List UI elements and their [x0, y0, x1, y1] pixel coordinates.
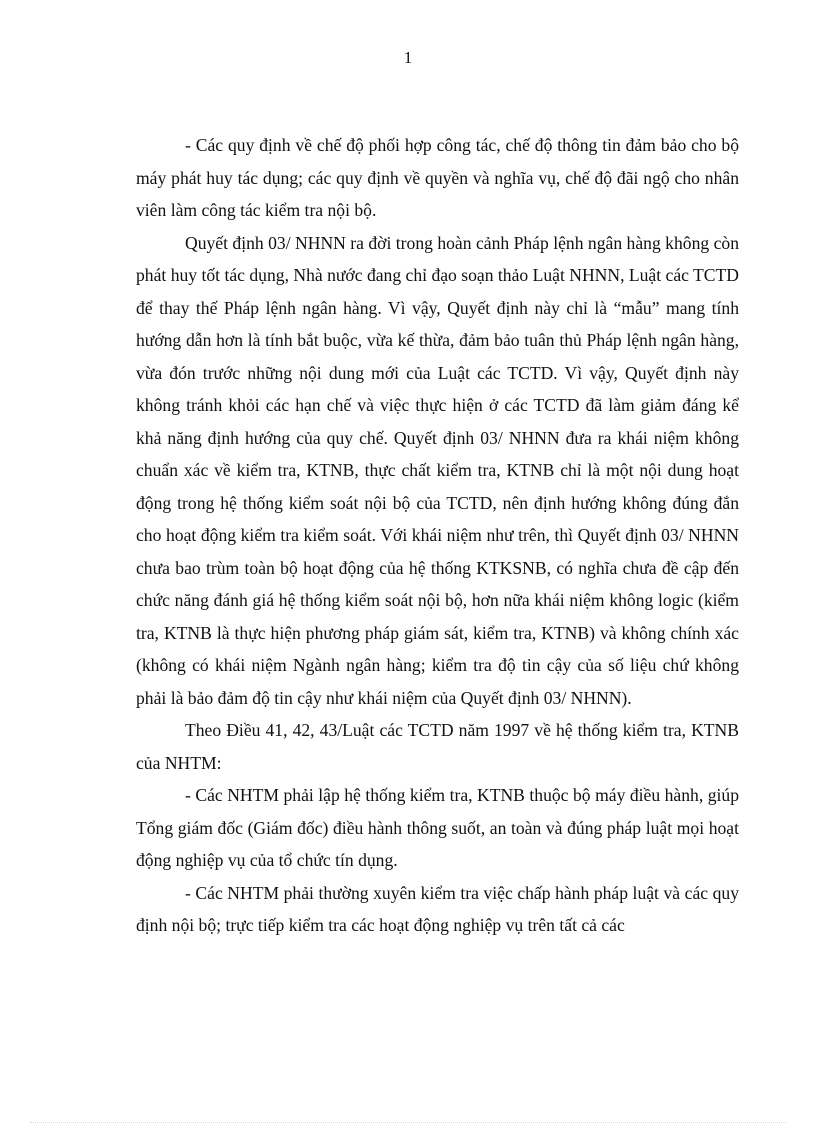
document-body: [136, 129, 739, 942]
paragraph: - Các NHTM phải lập hệ thống kiểm tra, KTNB thuộc bộ máy điều hành, giúp Tổng giám đốc (Giám đốc) điều hành thông suốt, an toàn và đúng pháp luật mọi hoạt động nghiệp vụ của tổ chức tín dụng.: [136, 785, 739, 870]
page-number: 1: [403, 48, 413, 67]
paragraph: Quyết định 03/ NHNN ra đời trong hoàn cảnh Pháp lệnh ngân hàng không còn phát huy tốt tác dụng, Nhà nước đang chỉ đạo soạn thảo Luật NHNN, Luật các TCTD để thay thế Pháp lệnh ngân hàng. Vì vậy, Quyết định này chỉ là “mẫu” mang tính hướng dẫn hơn là tính bắt buộc, vừa kế thừa, đảm bảo tuân thủ Pháp lệnh ngân hàng, vừa đón trước những nội dung mới của Luật các TCTD. Vì vậy, Quyết định này không tránh khỏi các hạn chế và việc thực hiện ở các TCTD đã làm giảm đáng kể khả năng định hướng của quy chế. Quyết định 03/ NHNN đưa ra khái niệm không chuẩn xác về kiểm tra, KTNB, thực chất kiểm tra, KTNB chỉ là một nội dung hoạt động trong hệ thống kiểm soát nội bộ của TCTD, nên định hướng không đúng đắn cho hoạt động kiểm tra kiểm soát. Với khái niệm như trên, thì Quyết định 03/ NHNN chưa bao trùm toàn bộ hoạt động của hệ thống KTKSNB, có nghĩa chưa đề cập đến chức năng đánh giá hệ thống kiểm soát nội bộ, hơn nữa khái niệm không logic (kiểm tra, KTNB là thực hiện phương pháp giám sát, kiểm tra, KTNB) và không chính xác (không có khái niệm Ngành ngân hàng; kiểm tra độ tin cậy của số liệu chứ không phải là bảo đảm độ tin cậy như khái niệm của Quyết định 03/ NHNN).: [136, 232, 739, 708]
paragraph: - Các NHTM phải thường xuyên kiểm tra việc chấp hành pháp luật và các quy định nội bộ; trực tiếp kiểm tra các hoạt động nghiệp vụ trên tất cả các: [136, 882, 739, 935]
paragraph: Theo Điều 41, 42, 43/Luật các TCTD năm 1997 về hệ thống kiểm tra, KTNB của NHTM:: [136, 720, 739, 773]
paragraph: - Các quy định về chế độ phối hợp công tác, chế độ thông tin đảm bảo cho bộ máy phát huy tác dụng; các quy định về quyền và nghĩa vụ, chế độ đãi ngộ cho nhân viên làm công tác kiểm tra nội bộ.: [136, 135, 739, 220]
